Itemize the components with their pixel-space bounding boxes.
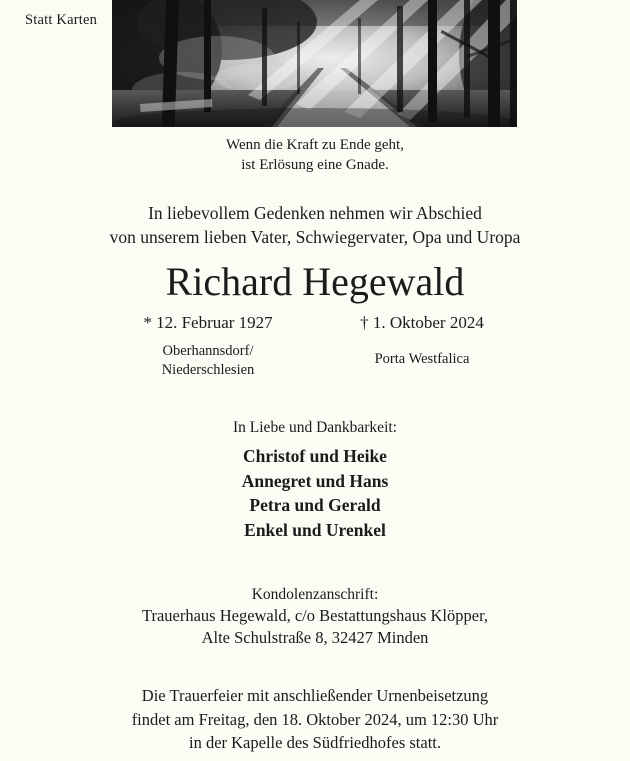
intro-line-1: In liebevollem Gedenken nehmen wir Abschied: [148, 203, 482, 223]
condolence-heading: Kondolenzanschrift:: [251, 586, 379, 603]
death-date: † 1. Oktober 2024: [360, 313, 484, 332]
mourner-name: Christof und Heike: [243, 446, 387, 466]
condolence-address-line-2: Alte Schulstraße 8, 32427 Minden: [201, 628, 429, 647]
mourners-list: [0, 444, 630, 542]
death-column: [337, 312, 507, 369]
life-dates: [0, 312, 630, 380]
birth-place: [123, 342, 293, 380]
funeral-line-1: Die Trauerfeier mit anschließender Urnenbeisetzung: [141, 686, 489, 705]
mourners-heading: In Liebe und Dankbarkeit:: [233, 419, 397, 436]
mourner-name: Annegret und Hans: [241, 470, 389, 491]
mourners-section: [0, 418, 630, 542]
birth-column: [123, 312, 293, 380]
epigraph: [0, 136, 630, 175]
condolence-section: [0, 584, 630, 649]
funeral-details: [0, 684, 630, 755]
funeral-line-3: in der Kapelle des Südfriedhofes statt.: [188, 733, 441, 752]
announcement-body: [0, 127, 630, 755]
deceased-name: Richard Hegewald: [165, 259, 465, 304]
birth-date: * 12. Februar 1927: [143, 313, 273, 332]
birth-place-line-2: Niederschlesien: [161, 362, 255, 378]
epigraph-line-2: ist Erlösung eine Gnade.: [241, 156, 389, 173]
intro-line-2: von unserem lieben Vater, Schwiegervater, Opa und Uropa: [109, 226, 521, 247]
condolence-address-line-1: Trauerhaus Hegewald, c/o Bestattungshaus Klöpper,: [141, 606, 489, 625]
death-place: Porta Westfalica: [374, 351, 470, 367]
mourner-name: Petra und Gerald: [249, 495, 381, 515]
forest-path-photo: [112, 0, 517, 127]
intro-text: [0, 202, 630, 249]
epigraph-line-1: Wenn die Kraft zu Ende geht,: [226, 137, 404, 153]
statt-karten-note: Statt Karten: [25, 12, 98, 28]
mourner-name: Enkel und Urenkel: [244, 519, 386, 540]
birth-place-line-1: Oberhannsdorf/: [162, 343, 254, 359]
funeral-line-2: findet am Freitag, den 18. Oktober 2024, um 12:30 Uhr: [131, 709, 499, 729]
